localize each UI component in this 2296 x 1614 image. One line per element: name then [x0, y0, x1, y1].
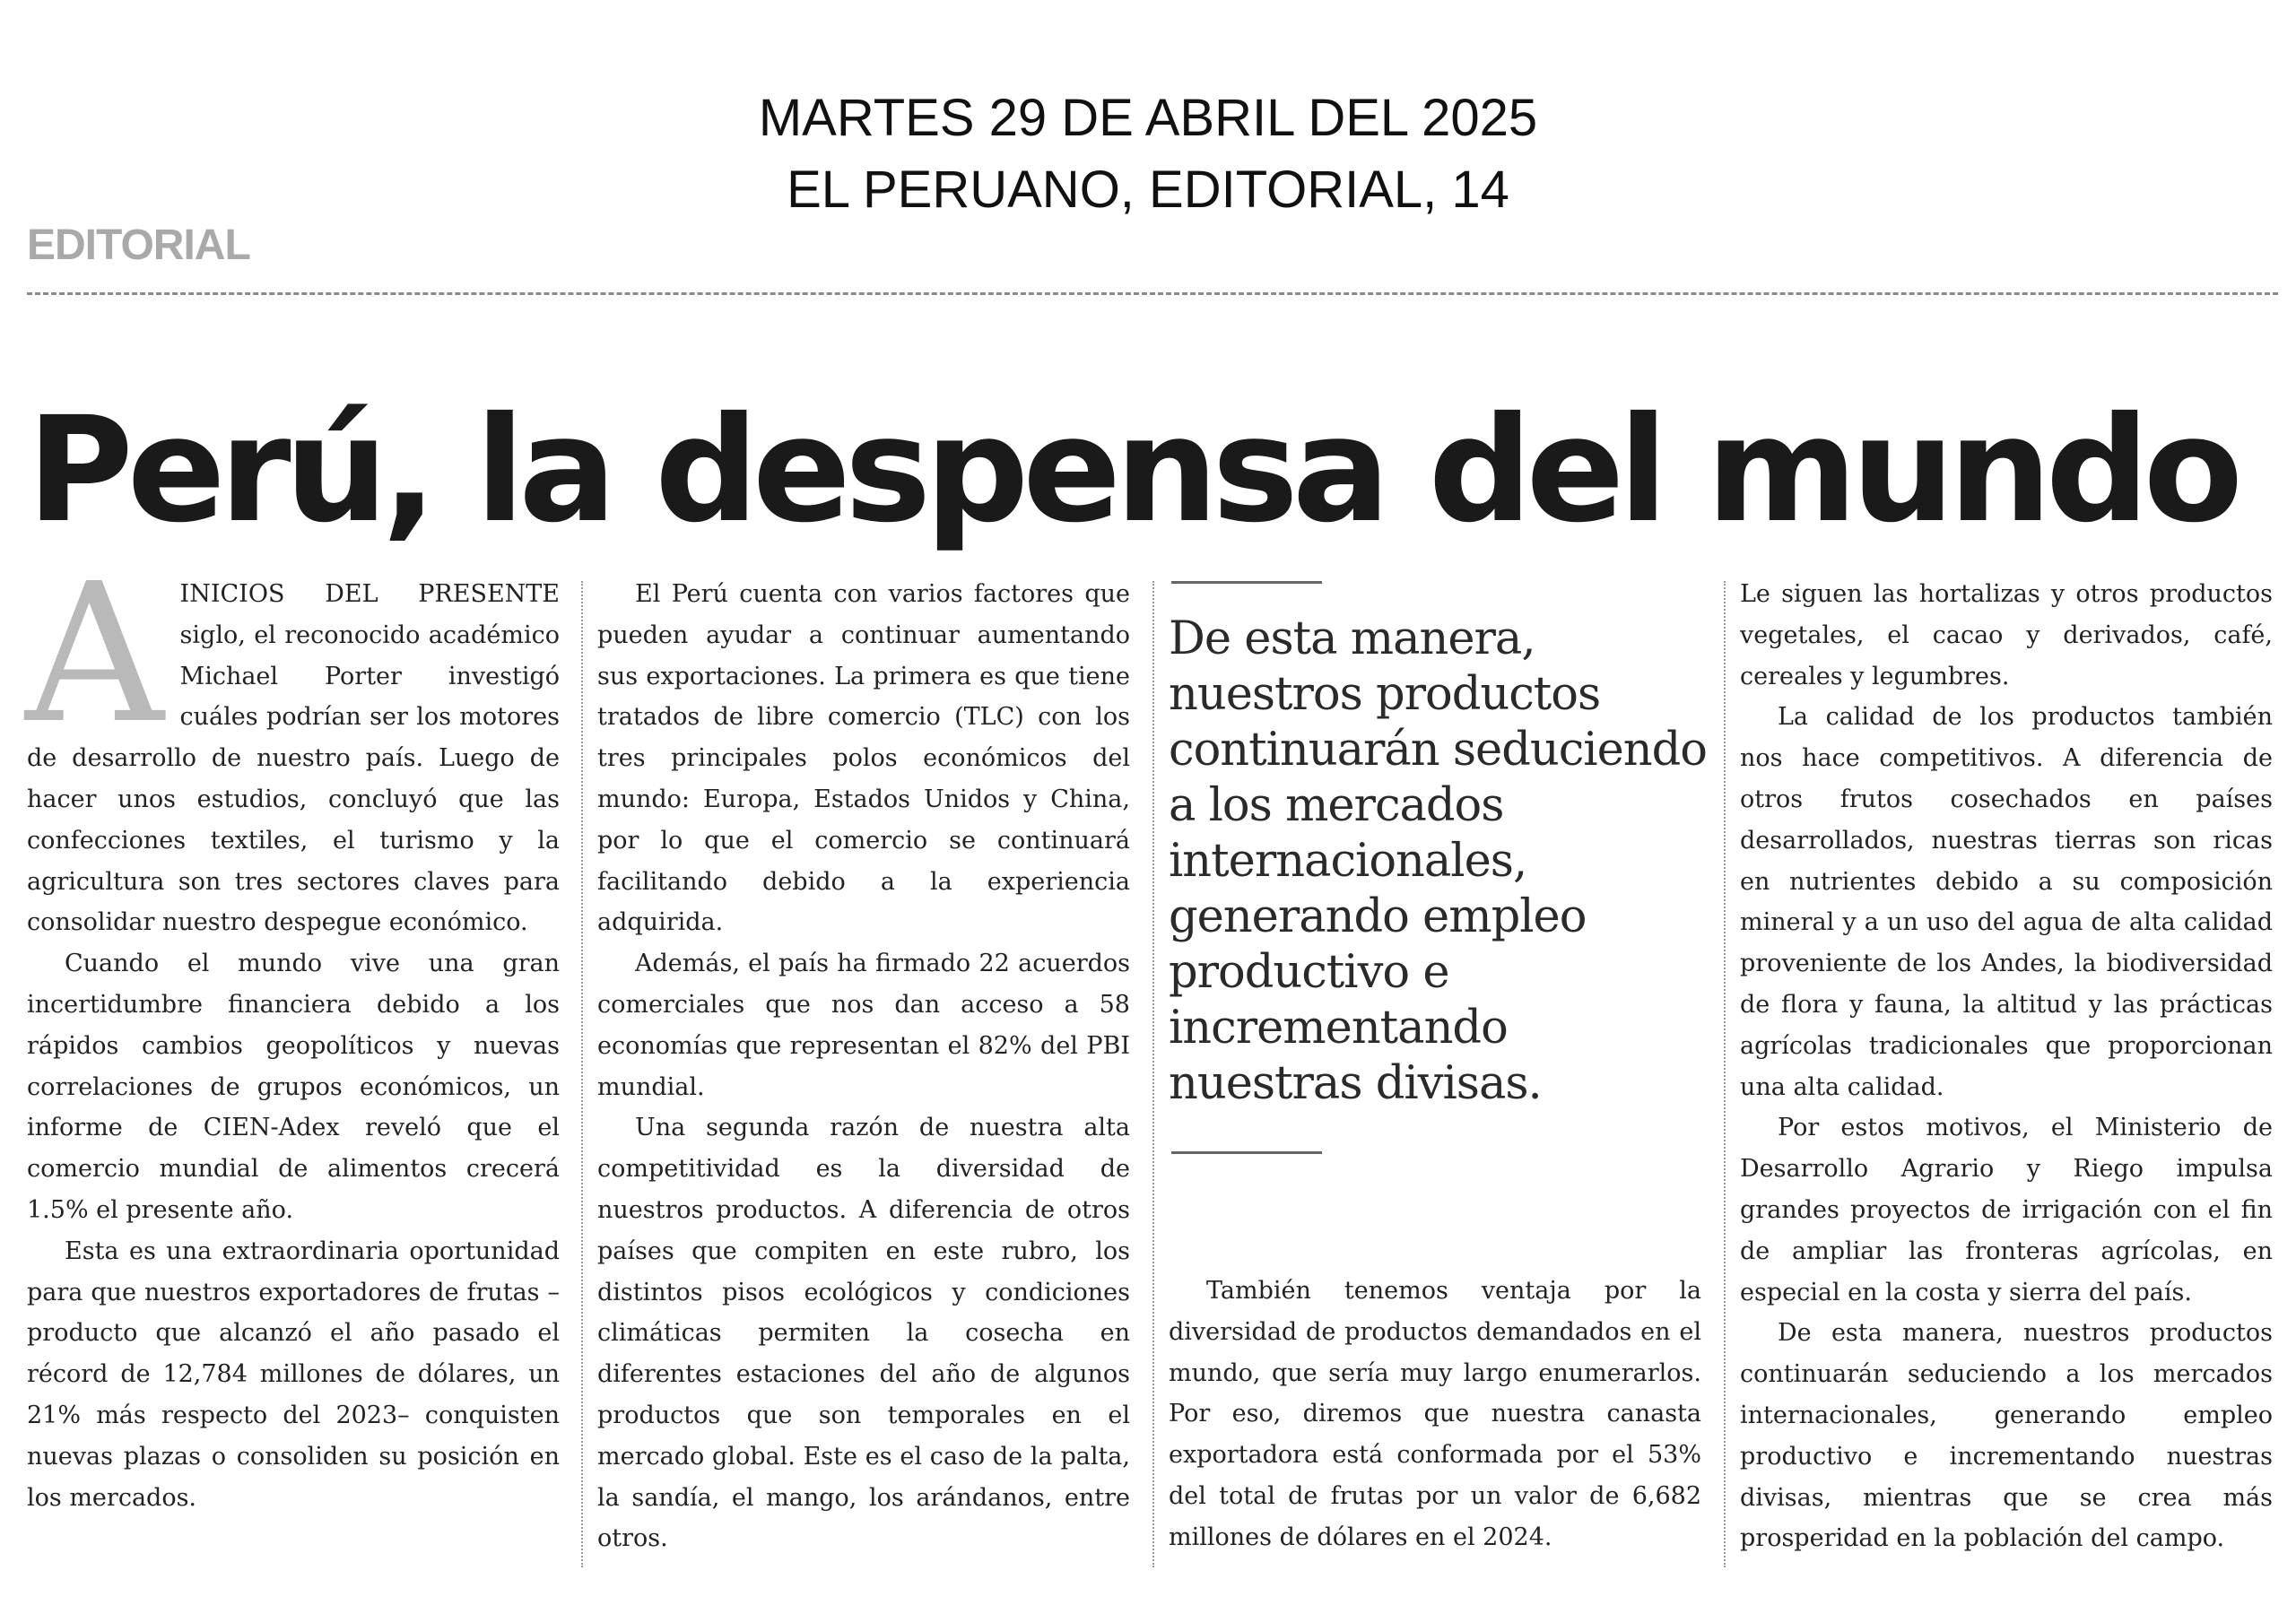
date-line: MARTES 29 DE ABRIL DEL 2025: [758, 89, 1538, 147]
paragraph: Esta es una extraordinaria oportunidad para que nuestros exportadores de frutas –producto que alcanzó el año pasado el récord de 12,784 millones de dólares, un 21% más respecto del 2023– conquisten nuevas plazas o consoliden su posición en los mercados.: [27, 1237, 560, 1512]
header-divider: [27, 292, 2278, 295]
article-column-4: [1740, 574, 2273, 1559]
paragraph: El Perú cuenta con varios factores que pueden ayudar a continuar aumentando sus exportaciones. La primera es que tiene tratados de libre comercio (TLC) con los tres principales polos económicos del mundo: Europa, Estados Unidos y China, por lo que el comercio se continuará facilitando debido a la experiencia adquirida.: [597, 580, 1130, 937]
column-divider: [581, 581, 583, 1567]
article-column-3: [1169, 1271, 1701, 1558]
pull-quote-top-rule: [1171, 581, 1322, 584]
lead-paragraph: [25, 542, 560, 943]
paragraph: Le siguen las hortalizas y otros productos vegetales, el cacao y derivados, café, cereales y legumbres.: [1740, 580, 2273, 690]
paragraph: Cuando el mundo vive una gran incertidumbre financiera debido a los rápidos cambios geopolíticos y nuevas correlaciones de grupos económicos, un informe de CIEN-Adex reveló que el comercio mundial de alimentos crecerá 1.5% el presente año.: [27, 950, 560, 1224]
paragraph: También tenemos ventaja por la diversidad de productos demandados en el mundo, que sería muy largo enumerarlos. Por eso, diremos que nuestra canasta exportadora está conformada por el 53% del total de frutas por un valor de 6,682 millones de dólares en el 2024.: [1169, 1277, 1701, 1551]
paragraph: Además, el país ha firmado 22 acuerdos comerciales que nos dan acceso a 58 economías que representan el 82% del PBI mundial.: [597, 950, 1130, 1101]
section-label: EDITORIAL: [27, 221, 250, 269]
paragraph: Por estos motivos, el Ministerio de Desarrollo Agrario y Riego impulsa grandes proyectos de irrigación con el fin de ampliar las fronteras agrícolas, en especial en la costa y sierra del país.: [1740, 1114, 2273, 1306]
column-divider: [1724, 581, 1726, 1567]
article-column-1: [25, 542, 560, 1518]
lead-text: INICIOS DEL PRESENTE siglo, el reconocido académico Michael Porter investigó cuáles podrían ser los motores de desarrollo de nuestro país. Luego de hacer unos estudios, concluyó que las confecciones textiles, el turismo y la agricultura son tres sectores claves para consolidar nuestro despegue económico.: [27, 580, 560, 937]
source-line: EL PERUANO, EDITORIAL, 14: [787, 161, 1509, 219]
publication-header: [0, 82, 2296, 226]
paragraph: La calidad de los productos también nos hace competitivos. A diferencia de otros frutos cosechados en países desarrollados, nuestras tierras son ricas en nutrientes debido a su composición mineral y a un uso del agua de alta calidad proveniente de los Andes, la biodiversidad de flora y fauna, la altitud y las prácticas agrícolas tradicionales que proporcionan una alta calidad.: [1740, 703, 2273, 1101]
headline: Perú, la despensa del mundo: [27, 386, 2238, 555]
pull-quote-bottom-rule: [1171, 1151, 1322, 1154]
paragraph: Una segunda razón de nuestra alta competitividad es la diversidad de nuestros productos. A diferencia de otros países que compiten en este rubro, los distintos pisos ecológicos y condiciones climáticas permiten la cosecha en diferentes estaciones del año de algunos productos que son temporales en el mercado global. Este es el caso de la palta, la sandía, el mango, los arándanos, entre otros.: [597, 1114, 1130, 1553]
drop-cap: A: [25, 542, 164, 766]
pull-quote: De esta manera, nuestros productos continuarán seduciendo a los mercados internacionales, generando empleo productivo e incrementando nuestras divisas.: [1169, 612, 1707, 1110]
column-divider: [1152, 581, 1154, 1567]
article-column-2: [597, 574, 1130, 1559]
paragraph: De esta manera, nuestros productos continuarán seduciendo a los mercados internacionales, generando empleo productivo e incrementando nuestras divisas, mientras que se crea más prosperidad en la población del campo.: [1740, 1319, 2273, 1553]
